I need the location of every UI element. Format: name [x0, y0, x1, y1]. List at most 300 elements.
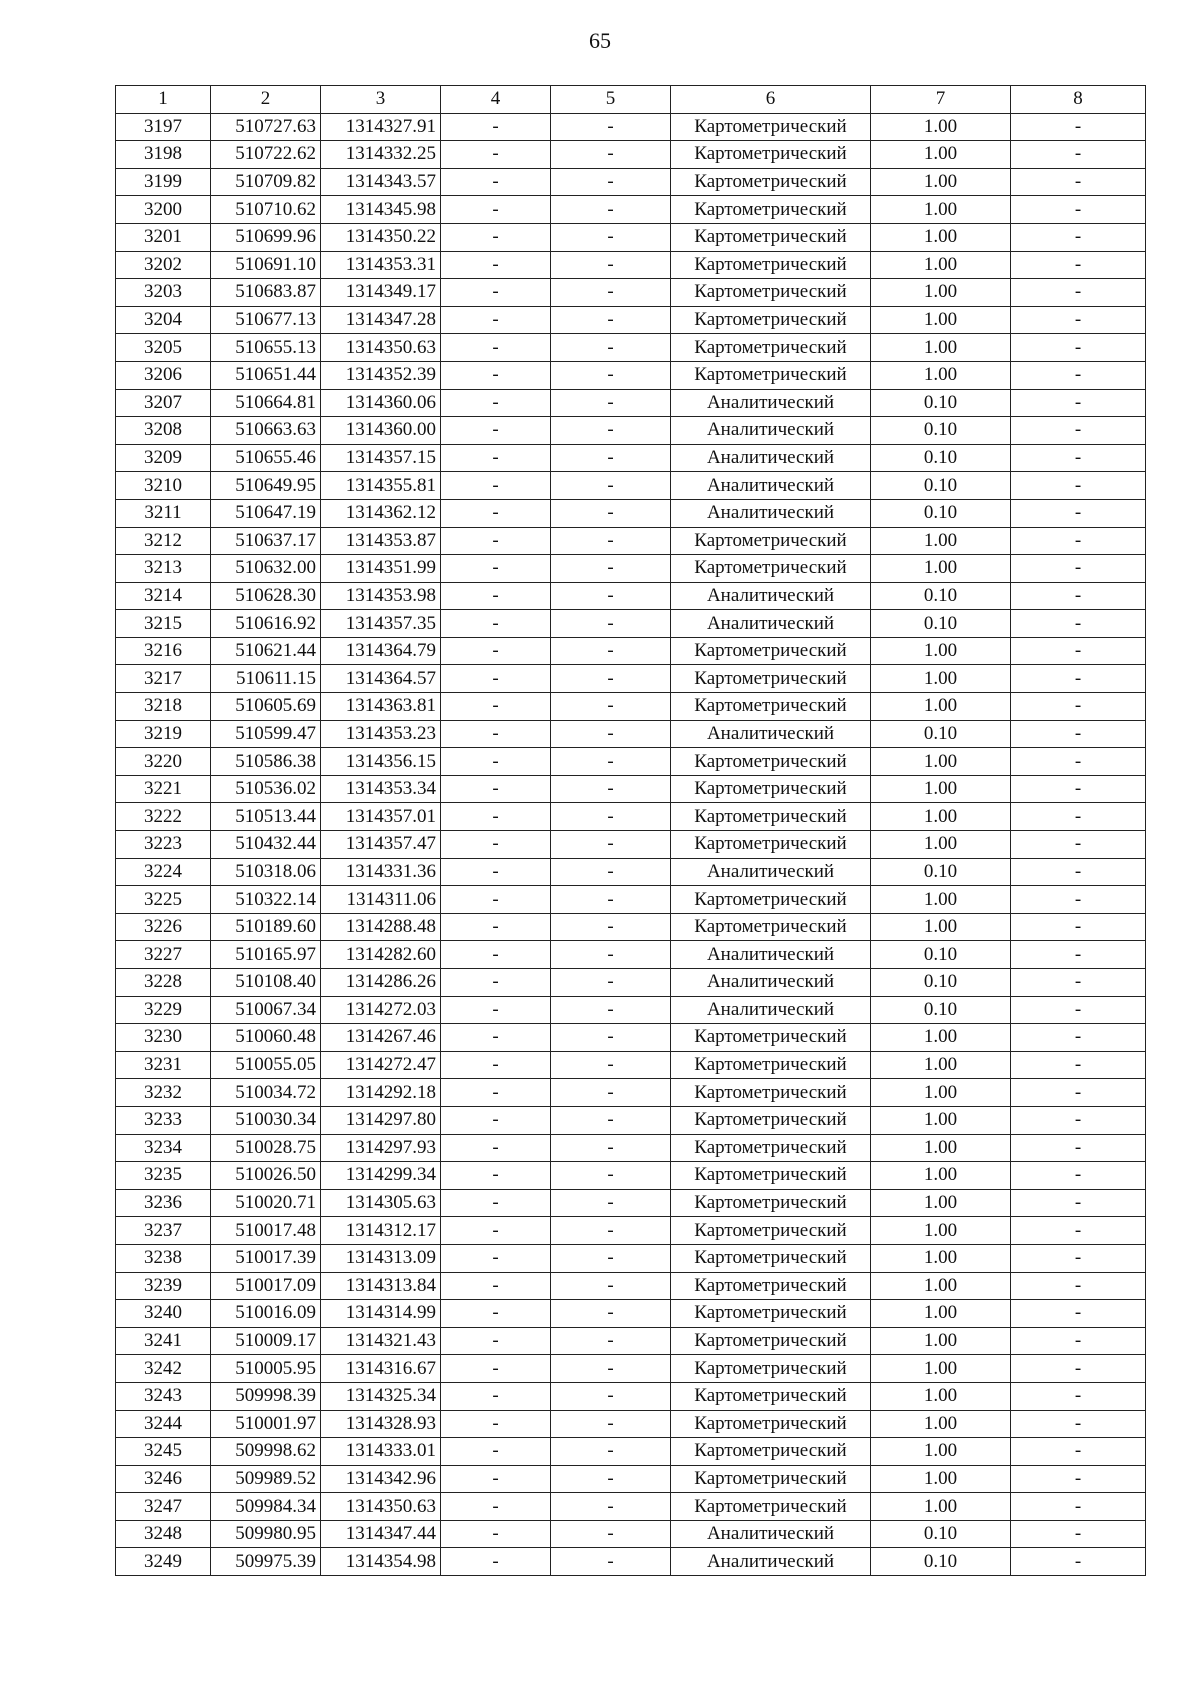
col8-cell: - [1011, 1355, 1146, 1383]
col8-cell: - [1011, 113, 1146, 141]
col4-cell: - [441, 223, 551, 251]
col5-cell: - [551, 831, 671, 859]
y-coordinate-cell: 1314331.36 [321, 858, 441, 886]
method-cell: Аналитический [671, 610, 871, 638]
accuracy-cell: 1.00 [871, 196, 1011, 224]
y-coordinate-cell: 1314354.98 [321, 1548, 441, 1576]
col8-cell: - [1011, 1327, 1146, 1355]
accuracy-cell: 1.00 [871, 1162, 1011, 1190]
col5-cell: - [551, 803, 671, 831]
point-number-cell: 3205 [116, 334, 211, 362]
point-number-cell: 3244 [116, 1410, 211, 1438]
method-cell: Картометрический [671, 1272, 871, 1300]
col8-cell: - [1011, 775, 1146, 803]
x-coordinate-cell: 510513.44 [211, 803, 321, 831]
col8-cell: - [1011, 969, 1146, 997]
col5-cell: - [551, 1382, 671, 1410]
method-cell: Картометрический [671, 748, 871, 776]
col5-cell: - [551, 969, 671, 997]
column-header: 7 [871, 86, 1011, 114]
col4-cell: - [441, 1382, 551, 1410]
x-coordinate-cell: 510536.02 [211, 775, 321, 803]
col8-cell: - [1011, 1189, 1146, 1217]
x-coordinate-cell: 510663.63 [211, 417, 321, 445]
col5-cell: - [551, 306, 671, 334]
col4-cell: - [441, 555, 551, 583]
x-coordinate-cell: 510005.95 [211, 1355, 321, 1383]
method-cell: Картометрический [671, 1134, 871, 1162]
y-coordinate-cell: 1314357.35 [321, 610, 441, 638]
y-coordinate-cell: 1314313.09 [321, 1244, 441, 1272]
y-coordinate-cell: 1314357.15 [321, 444, 441, 472]
x-coordinate-cell: 510632.00 [211, 555, 321, 583]
table-row [116, 996, 1146, 1024]
x-coordinate-cell: 510664.81 [211, 389, 321, 417]
y-coordinate-cell: 1314332.25 [321, 141, 441, 169]
col5-cell: - [551, 1051, 671, 1079]
point-number-cell: 3207 [116, 389, 211, 417]
accuracy-cell: 1.00 [871, 748, 1011, 776]
col4-cell: - [441, 1520, 551, 1548]
col8-cell: - [1011, 610, 1146, 638]
col5-cell: - [551, 141, 671, 169]
y-coordinate-cell: 1314350.63 [321, 334, 441, 362]
col4-cell: - [441, 1327, 551, 1355]
col4-cell: - [441, 775, 551, 803]
col5-cell: - [551, 1300, 671, 1328]
x-coordinate-cell: 510026.50 [211, 1162, 321, 1190]
col5-cell: - [551, 113, 671, 141]
col4-cell: - [441, 444, 551, 472]
method-cell: Картометрический [671, 196, 871, 224]
x-coordinate-cell: 510028.75 [211, 1134, 321, 1162]
col5-cell: - [551, 637, 671, 665]
x-coordinate-cell: 510165.97 [211, 941, 321, 969]
table-row [116, 196, 1146, 224]
table-row [116, 1134, 1146, 1162]
col5-cell: - [551, 527, 671, 555]
col4-cell: - [441, 141, 551, 169]
column-header: 3 [321, 86, 441, 114]
col4-cell: - [441, 1438, 551, 1466]
table-row [116, 803, 1146, 831]
point-number-cell: 3212 [116, 527, 211, 555]
point-number-cell: 3249 [116, 1548, 211, 1576]
method-cell: Картометрический [671, 1244, 871, 1272]
accuracy-cell: 1.00 [871, 1465, 1011, 1493]
method-cell: Картометрический [671, 1217, 871, 1245]
x-coordinate-cell: 510017.09 [211, 1272, 321, 1300]
column-header: 5 [551, 86, 671, 114]
point-number-cell: 3217 [116, 665, 211, 693]
col8-cell: - [1011, 527, 1146, 555]
method-cell: Картометрический [671, 141, 871, 169]
col4-cell: - [441, 1217, 551, 1245]
col8-cell: - [1011, 499, 1146, 527]
col4-cell: - [441, 1465, 551, 1493]
col4-cell: - [441, 306, 551, 334]
col5-cell: - [551, 1355, 671, 1383]
col8-cell: - [1011, 803, 1146, 831]
x-coordinate-cell: 510189.60 [211, 913, 321, 941]
col5-cell: - [551, 1217, 671, 1245]
y-coordinate-cell: 1314350.63 [321, 1493, 441, 1521]
x-coordinate-cell: 510683.87 [211, 279, 321, 307]
table-row [116, 1382, 1146, 1410]
x-coordinate-cell: 510030.34 [211, 1106, 321, 1134]
point-number-cell: 3233 [116, 1106, 211, 1134]
table-row [116, 1024, 1146, 1052]
col5-cell: - [551, 1327, 671, 1355]
point-number-cell: 3231 [116, 1051, 211, 1079]
y-coordinate-cell: 1314286.26 [321, 969, 441, 997]
table-row [116, 444, 1146, 472]
point-number-cell: 3224 [116, 858, 211, 886]
method-cell: Картометрический [671, 1189, 871, 1217]
x-coordinate-cell: 510699.96 [211, 223, 321, 251]
method-cell: Аналитический [671, 582, 871, 610]
table-header-row [116, 86, 1146, 114]
accuracy-cell: 0.10 [871, 1548, 1011, 1576]
col5-cell: - [551, 1024, 671, 1052]
y-coordinate-cell: 1314292.18 [321, 1079, 441, 1107]
col4-cell: - [441, 361, 551, 389]
point-number-cell: 3206 [116, 361, 211, 389]
method-cell: Картометрический [671, 527, 871, 555]
col8-cell: - [1011, 1465, 1146, 1493]
col4-cell: - [441, 472, 551, 500]
x-coordinate-cell: 510655.13 [211, 334, 321, 362]
method-cell: Аналитический [671, 499, 871, 527]
table-row [116, 499, 1146, 527]
method-cell: Картометрический [671, 1024, 871, 1052]
x-coordinate-cell: 510677.13 [211, 306, 321, 334]
accuracy-cell: 1.00 [871, 803, 1011, 831]
table-row [116, 637, 1146, 665]
point-number-cell: 3215 [116, 610, 211, 638]
y-coordinate-cell: 1314353.87 [321, 527, 441, 555]
col5-cell: - [551, 1162, 671, 1190]
x-coordinate-cell: 510318.06 [211, 858, 321, 886]
point-number-cell: 3197 [116, 113, 211, 141]
table-row [116, 472, 1146, 500]
point-number-cell: 3228 [116, 969, 211, 997]
y-coordinate-cell: 1314314.99 [321, 1300, 441, 1328]
col8-cell: - [1011, 996, 1146, 1024]
col5-cell: - [551, 1244, 671, 1272]
accuracy-cell: 1.00 [871, 1493, 1011, 1521]
col8-cell: - [1011, 555, 1146, 583]
col5-cell: - [551, 334, 671, 362]
accuracy-cell: 0.10 [871, 582, 1011, 610]
point-number-cell: 3227 [116, 941, 211, 969]
col5-cell: - [551, 1520, 671, 1548]
accuracy-cell: 1.00 [871, 1051, 1011, 1079]
col4-cell: - [441, 665, 551, 693]
x-coordinate-cell: 510016.09 [211, 1300, 321, 1328]
y-coordinate-cell: 1314327.91 [321, 113, 441, 141]
accuracy-cell: 1.00 [871, 334, 1011, 362]
x-coordinate-cell: 509975.39 [211, 1548, 321, 1576]
col4-cell: - [441, 1189, 551, 1217]
column-header: 1 [116, 86, 211, 114]
col4-cell: - [441, 1162, 551, 1190]
col4-cell: - [441, 251, 551, 279]
y-coordinate-cell: 1314299.34 [321, 1162, 441, 1190]
col8-cell: - [1011, 1438, 1146, 1466]
table-row [116, 141, 1146, 169]
point-number-cell: 3239 [116, 1272, 211, 1300]
coordinates-table [115, 85, 1146, 1576]
y-coordinate-cell: 1314272.03 [321, 996, 441, 1024]
col8-cell: - [1011, 306, 1146, 334]
point-number-cell: 3200 [116, 196, 211, 224]
col4-cell: - [441, 886, 551, 914]
col8-cell: - [1011, 1134, 1146, 1162]
col4-cell: - [441, 1051, 551, 1079]
method-cell: Картометрический [671, 251, 871, 279]
accuracy-cell: 1.00 [871, 1217, 1011, 1245]
col4-cell: - [441, 1493, 551, 1521]
method-cell: Аналитический [671, 720, 871, 748]
table-row [116, 858, 1146, 886]
col4-cell: - [441, 720, 551, 748]
point-number-cell: 3218 [116, 693, 211, 721]
x-coordinate-cell: 510322.14 [211, 886, 321, 914]
col4-cell: - [441, 996, 551, 1024]
accuracy-cell: 0.10 [871, 720, 1011, 748]
accuracy-cell: 0.10 [871, 941, 1011, 969]
y-coordinate-cell: 1314297.93 [321, 1134, 441, 1162]
table-row [116, 1548, 1146, 1576]
col8-cell: - [1011, 1493, 1146, 1521]
col4-cell: - [441, 1079, 551, 1107]
table-row [116, 582, 1146, 610]
y-coordinate-cell: 1314345.98 [321, 196, 441, 224]
table-row [116, 279, 1146, 307]
point-number-cell: 3210 [116, 472, 211, 500]
accuracy-cell: 1.00 [871, 141, 1011, 169]
col4-cell: - [441, 803, 551, 831]
table-row [116, 913, 1146, 941]
table-row [116, 831, 1146, 859]
col5-cell: - [551, 996, 671, 1024]
point-number-cell: 3219 [116, 720, 211, 748]
x-coordinate-cell: 510637.17 [211, 527, 321, 555]
col8-cell: - [1011, 1300, 1146, 1328]
method-cell: Картометрический [671, 831, 871, 859]
col8-cell: - [1011, 748, 1146, 776]
accuracy-cell: 1.00 [871, 279, 1011, 307]
method-cell: Картометрический [671, 1355, 871, 1383]
accuracy-cell: 1.00 [871, 775, 1011, 803]
col8-cell: - [1011, 472, 1146, 500]
col8-cell: - [1011, 582, 1146, 610]
method-cell: Картометрический [671, 1382, 871, 1410]
table-row [116, 610, 1146, 638]
y-coordinate-cell: 1314350.22 [321, 223, 441, 251]
x-coordinate-cell: 510649.95 [211, 472, 321, 500]
table-row [116, 748, 1146, 776]
col8-cell: - [1011, 1410, 1146, 1438]
col5-cell: - [551, 168, 671, 196]
x-coordinate-cell: 510055.05 [211, 1051, 321, 1079]
point-number-cell: 3208 [116, 417, 211, 445]
accuracy-cell: 1.00 [871, 1438, 1011, 1466]
table-row [116, 1106, 1146, 1134]
col5-cell: - [551, 1410, 671, 1438]
method-cell: Картометрический [671, 1162, 871, 1190]
y-coordinate-cell: 1314342.96 [321, 1465, 441, 1493]
table-row [116, 1493, 1146, 1521]
col4-cell: - [441, 1410, 551, 1438]
col4-cell: - [441, 610, 551, 638]
table-row [116, 168, 1146, 196]
table-row [116, 1051, 1146, 1079]
point-number-cell: 3220 [116, 748, 211, 776]
col5-cell: - [551, 251, 671, 279]
point-number-cell: 3203 [116, 279, 211, 307]
accuracy-cell: 1.00 [871, 1024, 1011, 1052]
col5-cell: - [551, 665, 671, 693]
point-number-cell: 3243 [116, 1382, 211, 1410]
point-number-cell: 3247 [116, 1493, 211, 1521]
method-cell: Картометрический [671, 1079, 871, 1107]
table-row [116, 1244, 1146, 1272]
col8-cell: - [1011, 1217, 1146, 1245]
method-cell: Аналитический [671, 1520, 871, 1548]
col5-cell: - [551, 361, 671, 389]
col4-cell: - [441, 1355, 551, 1383]
point-number-cell: 3213 [116, 555, 211, 583]
point-number-cell: 3211 [116, 499, 211, 527]
col8-cell: - [1011, 831, 1146, 859]
y-coordinate-cell: 1314352.39 [321, 361, 441, 389]
table-row [116, 251, 1146, 279]
accuracy-cell: 0.10 [871, 389, 1011, 417]
method-cell: Аналитический [671, 969, 871, 997]
point-number-cell: 3223 [116, 831, 211, 859]
table-row [116, 361, 1146, 389]
col4-cell: - [441, 831, 551, 859]
accuracy-cell: 1.00 [871, 306, 1011, 334]
y-coordinate-cell: 1314364.57 [321, 665, 441, 693]
table-row [116, 306, 1146, 334]
col5-cell: - [551, 610, 671, 638]
method-cell: Картометрический [671, 665, 871, 693]
column-header: 8 [1011, 86, 1146, 114]
x-coordinate-cell: 510709.82 [211, 168, 321, 196]
col5-cell: - [551, 775, 671, 803]
col5-cell: - [551, 223, 671, 251]
col5-cell: - [551, 499, 671, 527]
x-coordinate-cell: 510067.34 [211, 996, 321, 1024]
col4-cell: - [441, 913, 551, 941]
point-number-cell: 3248 [116, 1520, 211, 1548]
col5-cell: - [551, 858, 671, 886]
x-coordinate-cell: 510108.40 [211, 969, 321, 997]
point-number-cell: 3209 [116, 444, 211, 472]
point-number-cell: 3198 [116, 141, 211, 169]
point-number-cell: 3199 [116, 168, 211, 196]
col5-cell: - [551, 886, 671, 914]
y-coordinate-cell: 1314282.60 [321, 941, 441, 969]
accuracy-cell: 0.10 [871, 610, 1011, 638]
col8-cell: - [1011, 637, 1146, 665]
table-row [116, 720, 1146, 748]
accuracy-cell: 0.10 [871, 858, 1011, 886]
col5-cell: - [551, 1465, 671, 1493]
x-coordinate-cell: 509989.52 [211, 1465, 321, 1493]
x-coordinate-cell: 509998.62 [211, 1438, 321, 1466]
y-coordinate-cell: 1314347.28 [321, 306, 441, 334]
col5-cell: - [551, 1106, 671, 1134]
col8-cell: - [1011, 1024, 1146, 1052]
point-number-cell: 3245 [116, 1438, 211, 1466]
y-coordinate-cell: 1314353.23 [321, 720, 441, 748]
col8-cell: - [1011, 417, 1146, 445]
col5-cell: - [551, 555, 671, 583]
method-cell: Картометрический [671, 775, 871, 803]
y-coordinate-cell: 1314267.46 [321, 1024, 441, 1052]
col5-cell: - [551, 1189, 671, 1217]
accuracy-cell: 1.00 [871, 1410, 1011, 1438]
x-coordinate-cell: 510017.39 [211, 1244, 321, 1272]
col4-cell: - [441, 748, 551, 776]
y-coordinate-cell: 1314356.15 [321, 748, 441, 776]
col8-cell: - [1011, 858, 1146, 886]
y-coordinate-cell: 1314349.17 [321, 279, 441, 307]
table-row [116, 941, 1146, 969]
accuracy-cell: 1.00 [871, 831, 1011, 859]
method-cell: Картометрический [671, 361, 871, 389]
point-number-cell: 3237 [116, 1217, 211, 1245]
col4-cell: - [441, 1024, 551, 1052]
accuracy-cell: 1.00 [871, 1355, 1011, 1383]
accuracy-cell: 1.00 [871, 251, 1011, 279]
accuracy-cell: 0.10 [871, 472, 1011, 500]
table-row [116, 1327, 1146, 1355]
accuracy-cell: 1.00 [871, 1079, 1011, 1107]
accuracy-cell: 1.00 [871, 113, 1011, 141]
col8-cell: - [1011, 251, 1146, 279]
x-coordinate-cell: 509980.95 [211, 1520, 321, 1548]
point-number-cell: 3204 [116, 306, 211, 334]
point-number-cell: 3234 [116, 1134, 211, 1162]
accuracy-cell: 0.10 [871, 444, 1011, 472]
column-header: 6 [671, 86, 871, 114]
col8-cell: - [1011, 168, 1146, 196]
table-row [116, 969, 1146, 997]
table-row [116, 527, 1146, 555]
col5-cell: - [551, 196, 671, 224]
col8-cell: - [1011, 223, 1146, 251]
accuracy-cell: 1.00 [871, 913, 1011, 941]
y-coordinate-cell: 1314363.81 [321, 693, 441, 721]
x-coordinate-cell: 510599.47 [211, 720, 321, 748]
accuracy-cell: 1.00 [871, 1382, 1011, 1410]
table-row [116, 389, 1146, 417]
col5-cell: - [551, 720, 671, 748]
point-number-cell: 3214 [116, 582, 211, 610]
accuracy-cell: 1.00 [871, 1272, 1011, 1300]
col4-cell: - [441, 1548, 551, 1576]
accuracy-cell: 0.10 [871, 996, 1011, 1024]
col4-cell: - [441, 279, 551, 307]
y-coordinate-cell: 1314297.80 [321, 1106, 441, 1134]
method-cell: Аналитический [671, 472, 871, 500]
y-coordinate-cell: 1314351.99 [321, 555, 441, 583]
